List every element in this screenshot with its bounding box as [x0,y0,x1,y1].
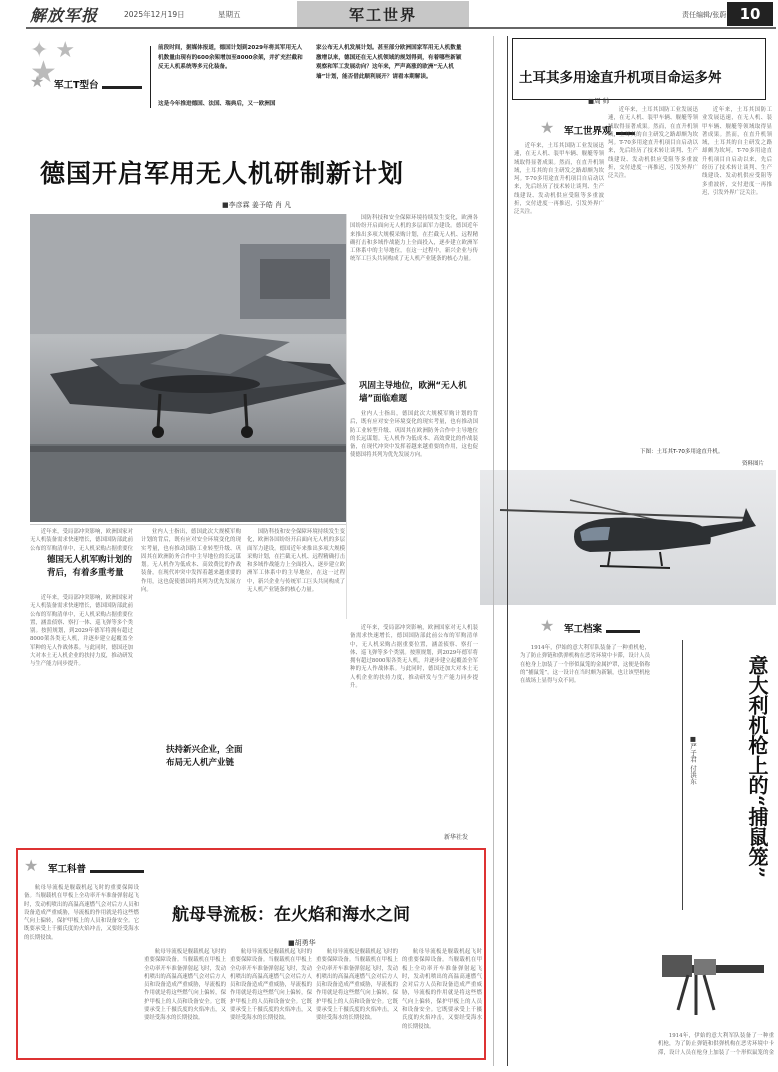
star-icon [540,120,562,138]
masthead [0,0,778,32]
helicopter-photo [480,470,776,605]
intro-col1b: 这是今年推进德国、法国、瑞典后，又一欧洲国 [158,101,276,107]
right-photo-credit: 资料图片 [742,461,765,467]
archive-body-col2: 1914年，伊始的意大利军队装备了一种重机枪，为了防止弹链和供弹机构在恶劣环境中卡滞，设计人员在枪身上加装了一个形似鼠笼的金 [658,1033,774,1056]
kicker-archive: ★ 军工档案 [540,618,640,636]
kicker-t-stage: ★ 军工T型台 [30,74,142,92]
right-body-col2: 近年来，土耳其国防工业发展迅速，在无人机、装甲车辆、舰艇等领域取得显著成果。然而，在直升机领域，土耳其的自主研发之路却颇为坎坷。T-70多用途直升机项目自启动以来，先后经历了技术转让谈判、生产线建设、发动机供应受阻等多重波折，交付进度一再推迟，引发外界广泛关注。 [608,107,698,180]
science-body-col3: 航母导流板是舰载机起飞时的重要保障设备。当舰载机在甲板上全功率开车准备弹射起飞时，发动机喷出的高温高速燃气会对后方人员和设备造成严重威胁，导流板的作用就是将这些燃气向上偏转，保护甲板上的人员和设备安全。它既要承受上千摄氏度的火焰冲击，又要经受海水的长期侵蚀。 [230,949,312,1022]
main-headline: 德国开启军用无人机研制新计划 [40,159,405,188]
newspaper-logo: 解放军报 [30,6,99,25]
intro-col1: 前段时间，据媒体报道，德国计划到2029年将其军用无人机数量由现有的600余架增加至8000余架，并扩充拦截和反无人机系统等多元化装备。 [158,45,303,70]
subhead-industry: 扶持新兴企业，全面布局无人机产业链 [166,745,243,768]
main-photo-drone [30,214,346,522]
helicopter-illustration [480,470,776,605]
main-body-col2b: 国防科技和安全保障环境持续发生变化，欧洲各国纷纷开启面向无人机的多层面军力建设。德国近年来推出多项大规模采购计划，在拦截无人机、远程精确打击和多域作战能力上全面投入，逐步建立欧洲军工体系中的主导地位，在这一过程中，新兴企业与传统军工巨头共同构成了无人机产业链条的核心力量。 [247,529,345,594]
machine-gun-photo [658,915,774,1027]
main-source: 新华社发 [444,834,469,841]
science-body-col5: 航母导流板是舰载机起飞时的重要保障设备。当舰载机在甲板上全功率开车准备弹射起飞时，发动机喷出的高温高速燃气会对后方人员和设备造成严重威胁，导流板的作用就是将这些燃气向上偏转，保护甲板上的人员和设备安全。它既要承受上千摄氏度的火焰冲击，又要经受海水的长期侵蚀。 [402,949,482,1030]
main-body-col1b: 近年来，受局部冲突影响，欧洲国家对无人机装备需求快速增长，德国国防部此前公布的军购清单中，无人机采购占据重要位置，涵盖侦察、察打一体、巡飞弹等多个类别。按照规划，到2029年德军将拥有超过8000架各类无人机，并逐步建立起覆盖全军种的无人作战体系。与此同时，德国还加大对本土无人机企业的扶持力度，推动研发与生产能力同步提升。 [30,595,133,668]
subhead-wall: 巩固主导地位，欧洲“无人机墙”面临难题 [359,381,467,404]
science-body-col1: 航母导流板是舰载机起飞时的重要保障设备。当舰载机在甲板上全功率开车准备弹射起飞时，发动机喷出的高温高速燃气会对后方人员和设备造成严重威胁，导流板的作用就是将这些燃气向上偏转，保护甲板上的人员和设备安全。它既要承受上千摄氏度的火焰冲击，又要经受海水的长期侵蚀。 [24,885,139,941]
issue-weekday: 星期五 [218,10,241,19]
main-body-col3: 国防科技和安全保障环境持续发生变化，欧洲各国纷纷开启面向无人机的多层面军力建设。德国近年来推出多项大规模采购计划，在拦截无人机、远程精确打击和多域作战能力上全面投入，逐步建立欧洲军工体系中的主导地位，在这一过程中，新兴企业与传统军工巨头共同构成了无人机产业链条的核心力量。 [350,215,478,263]
masthead-rule [26,27,776,29]
subhead-procurement: 德国无人机军购计划的背后，有着多重考量 [47,555,133,578]
divider [30,524,346,525]
intro-col2: 家公布无人机发展计划。甚至部分欧洲国家军用无人机数量激增以来，德国还在无人机领域的规划得到，有着哪些新颖观察和军工发展动向？这年来，严声高涨的欧洲“无人机墙”计划，能否借此顺利展开？请看本期解读。 [316,45,462,80]
page-number: 10 [727,2,773,26]
science-headline: 航母导流板：在火焰和海水之间 [172,905,410,925]
archive-headline: 意大利机枪上的“捕鼠笼” [745,655,769,879]
science-byline: ■胡勇华 [288,939,316,947]
editor-credit: 责任编辑/张蔚 [682,11,727,19]
archive-body-col1: 1914年，伊始的意大利军队装备了一种重机枪，为了防止弹链和供弹机构在恶劣环境中卡滞，设计人员在枪身上加装了一个形似鼠笼的金属护罩，这便是俗称的“捕鼠笼”。这一设计在当时颇为新颖，也让该型机枪在战场上显得与众不同。 [520,645,650,685]
star-icon [24,858,46,876]
star-icon [540,618,562,636]
main-byline: ■李彦霖 姜予皓 肖 凡 [222,201,292,209]
science-body-col4: 航母导流板是舰载机起飞时的重要保障设备。当舰载机在甲板上全功率开车准备弹射起飞时，发动机喷出的高温高速燃气会对后方人员和设备造成严重威胁，导流板的作用就是将这些燃气向上偏转，保护甲板上的人员和设备安全。它既要承受上千摄氏度的火焰冲击，又要经受海水的长期侵蚀。 [316,949,398,1022]
drone-illustration [30,214,346,522]
intro-box [150,38,470,116]
kicker-science: ★ 军工科普 [24,858,144,876]
issue-date: 2025年12月19日 [124,10,185,19]
kicker-worldview: ★ 军工世界观 [540,120,635,138]
main-body-col1: 近年来，受局部冲突影响，欧洲国家对无人机装备需求快速增长，德国国防部此前公布的军购清单中，无人机采购占据重要位 [30,529,133,552]
science-body-col2: 航母导流板是舰载机起飞时的重要保障设备。当舰载机在甲板上全功率开车准备弹射起飞时，发动机喷出的高温高速燃气会对后方人员和设备造成严重威胁，导流板的作用就是将这些燃气向上偏转，保护甲板上的人员和设备安全。它既要承受上千摄氏度的火焰冲击，又要经受海水的长期侵蚀。 [144,949,226,1022]
main-body-col3c: 近年来，受局部冲突影响，欧洲国家对无人机装备需求快速增长，德国国防部此前公布的军购清单中，无人机采购占据重要位置，涵盖侦察、察打一体、巡飞弹等多个类别。按照规划，到2029年德军将拥有超过8000架各类无人机，并逐步建立起覆盖全军种的无人作战体系。与此同时，德国还加大对本土无人机企业的扶持力度，推动研发与生产能力同步提升。 [350,625,478,690]
main-body-col2: 业内人士指出，德国此次大规模军购计划的背后，既有应对安全环境变化的现实考量，也有推动国防工业转型升级、巩固其在欧洲防务合作中主导地位的长远谋划。无人机作为低成本、高效费比的作战装备，在现代冲突中发挥着越来越重要的作用，这也促使德国将其列为优先发展方向。 [141,529,241,594]
right-byline: ■周 帅 [588,97,610,105]
machine-gun-illustration [658,915,774,1027]
archive-byline: ■严子君 付洪东 [689,735,697,785]
star-icon [30,74,52,92]
right-headline: 土耳其多用途直升机项目命运多舛 [519,70,722,86]
section-title: 军工世界 [348,6,417,24]
right-body-col1: 近年来，土耳其国防工业发展迅速，在无人机、装甲车辆、舰艇等领域取得显著成果。然而，在直升机领域，土耳其的自主研发之路却颇为坎坷。T-70多用途直升机项目自启动以来，先后经历了技术转让谈判、生产线建设、发动机供应受阻等多重波折，交付进度一再推迟，引发外界广泛关注。 [514,143,604,216]
star-decoration: ✦ ★ ★ [30,38,76,90]
right-body-col3: 近年来，土耳其国防工业发展迅速，在无人机、装甲车辆、舰艇等领域取得显著成果。然而，在直升机领域，土耳其的自主研发之路却颇为坎坷。T-70多用途直升机项目自启动以来，先后经历了技术转让谈判、生产线建设、发动机供应受阻等多重波折，交付进度一再推迟，引发外界广泛关注。 [702,107,772,196]
right-photo-caption: 下图：土耳其T-70多用途直升机。 [640,449,724,455]
main-body-col3b: 业内人士指出，德国此次大规模军购计划的背后，既有应对安全环境变化的现实考量，也有推动国防工业转型升级、巩固其在欧洲防务合作中主导地位的长远谋划。无人机作为低成本、高效费比的作战装备，在现代冲突中发挥着越来越重要的作用，这也促使德国将其列为优先发展方向。 [350,411,478,459]
